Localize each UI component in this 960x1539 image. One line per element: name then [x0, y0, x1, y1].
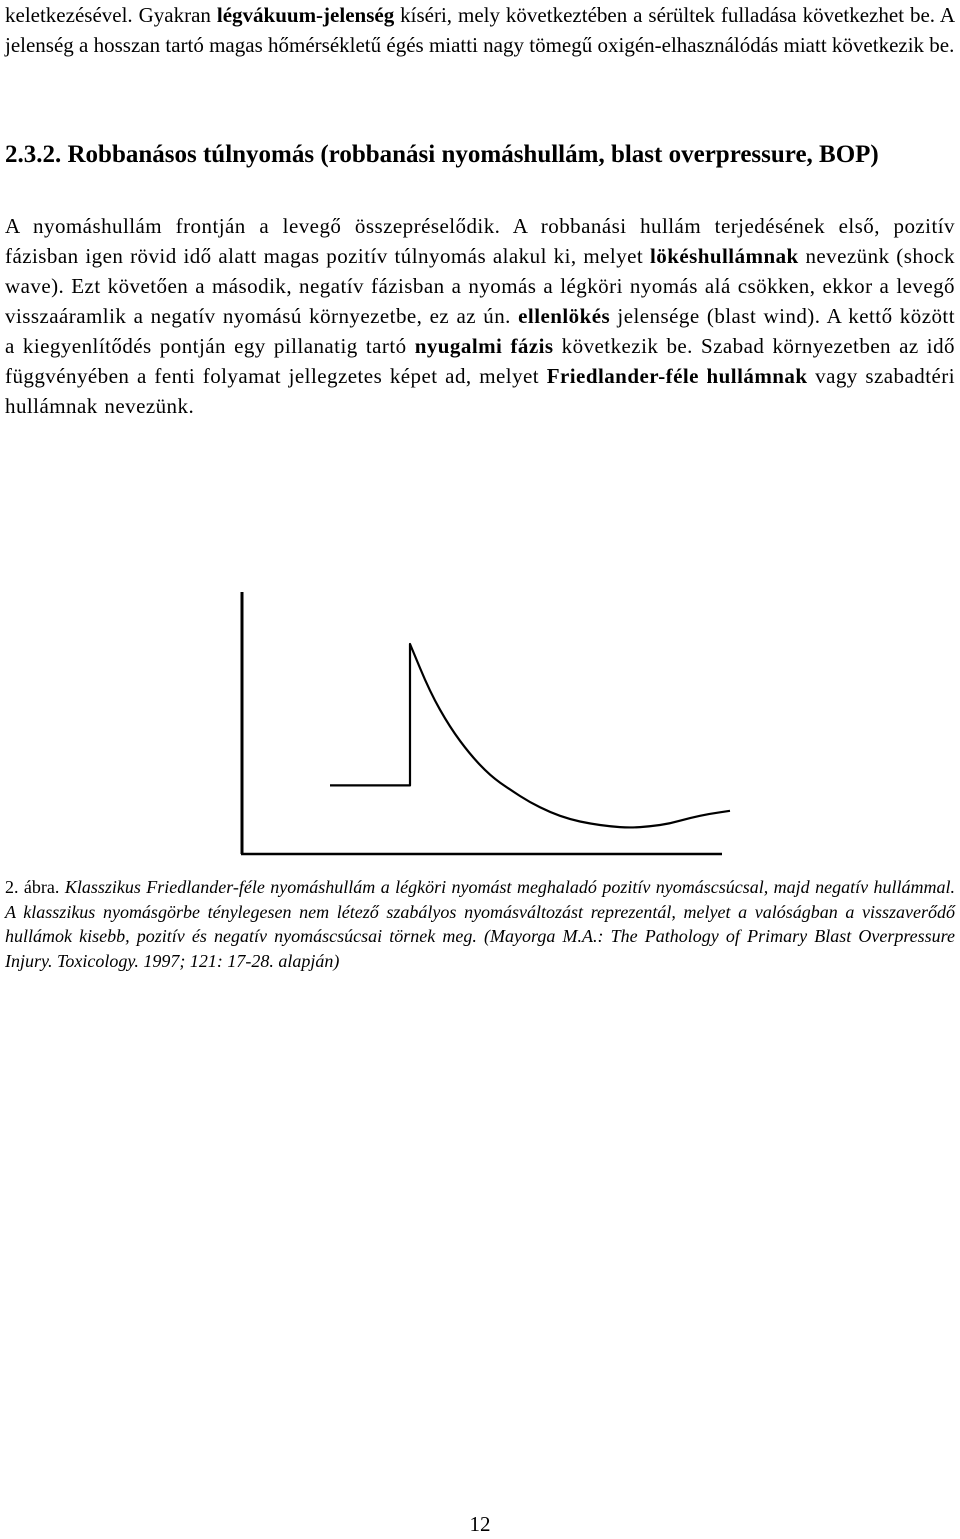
term-lokeshullam: lökéshullámnak: [649, 244, 799, 268]
term-friedlander: Friedlander-féle hullámnak: [546, 364, 808, 388]
term-ellenlokes: ellenlökés: [518, 304, 611, 328]
main-paragraph: A nyomáshullám frontján a levegő összepréselődik. A robbanási hullám terjedésének első, pozitív fázisban igen rövid idő alatt magas pozitív túlnyomás alakul ki, melyet lökéshullámnak nevezünk (shock wave). Ezt követően a második, negatív fázisban a nyomás a légköri nyomás alá csökken, ekkor a levegő visszaáramlik a negatív nyomású környezetbe, ez az ún. ellenlökés jelensége (blast wind). A kettő között a kiegyenlítődés pontján egy pillanatig tartó nyugalmi fázis következik be. Szabad környezetben az idő függvényében a fenti folyamat jellegzetes képet ad, melyet Friedlander-féle hullámnak vagy szabadtéri hullámnak nevezünk.: [5, 214, 955, 418]
page-number: 12: [469, 1512, 491, 1536]
pressure-wave-line: [330, 644, 730, 827]
figure-number: 2. ábra.: [5, 877, 60, 897]
friedlander-wave-chart: [230, 586, 730, 866]
intro-paragraph: keletkezésével. Gyakran légvákuum-jelenség kíséri, mely következtében a sérültek fulladása következhet be. A jelenség a hosszan tartó magas hőmérsékletű égés miatti nagy tömegű oxigén-elhasználódás miatt következik be.: [5, 3, 955, 57]
section-heading: 2.3.2. Robbanásos túlnyomás (robbanási nyomáshullám, blast overpressure, BOP): [5, 141, 879, 168]
figure-caption: 2. ábra. Klasszikus Friedlander-féle nyomáshullám a légköri nyomást meghaladó pozitív nyomáscsúcsal, majd negatív hullámmal. A klasszikus nyomásgörbe ténylegesen nem létező szabályos nyomásváltozást reprezentál, melyet a valóságban a visszaverődő hullámok kisebb, pozitív és negatív nyomáscsúcsai törnek meg. (Mayorga M.A.: The Pathology of Primary Blast Overpressure Injury. Toxicology. 1997; 121: 17-28. alapján): [5, 877, 955, 971]
term-nyugalmi-fazis: nyugalmi fázis: [414, 334, 554, 358]
term-legvakuum: légvákuum-jelenség: [216, 3, 395, 27]
